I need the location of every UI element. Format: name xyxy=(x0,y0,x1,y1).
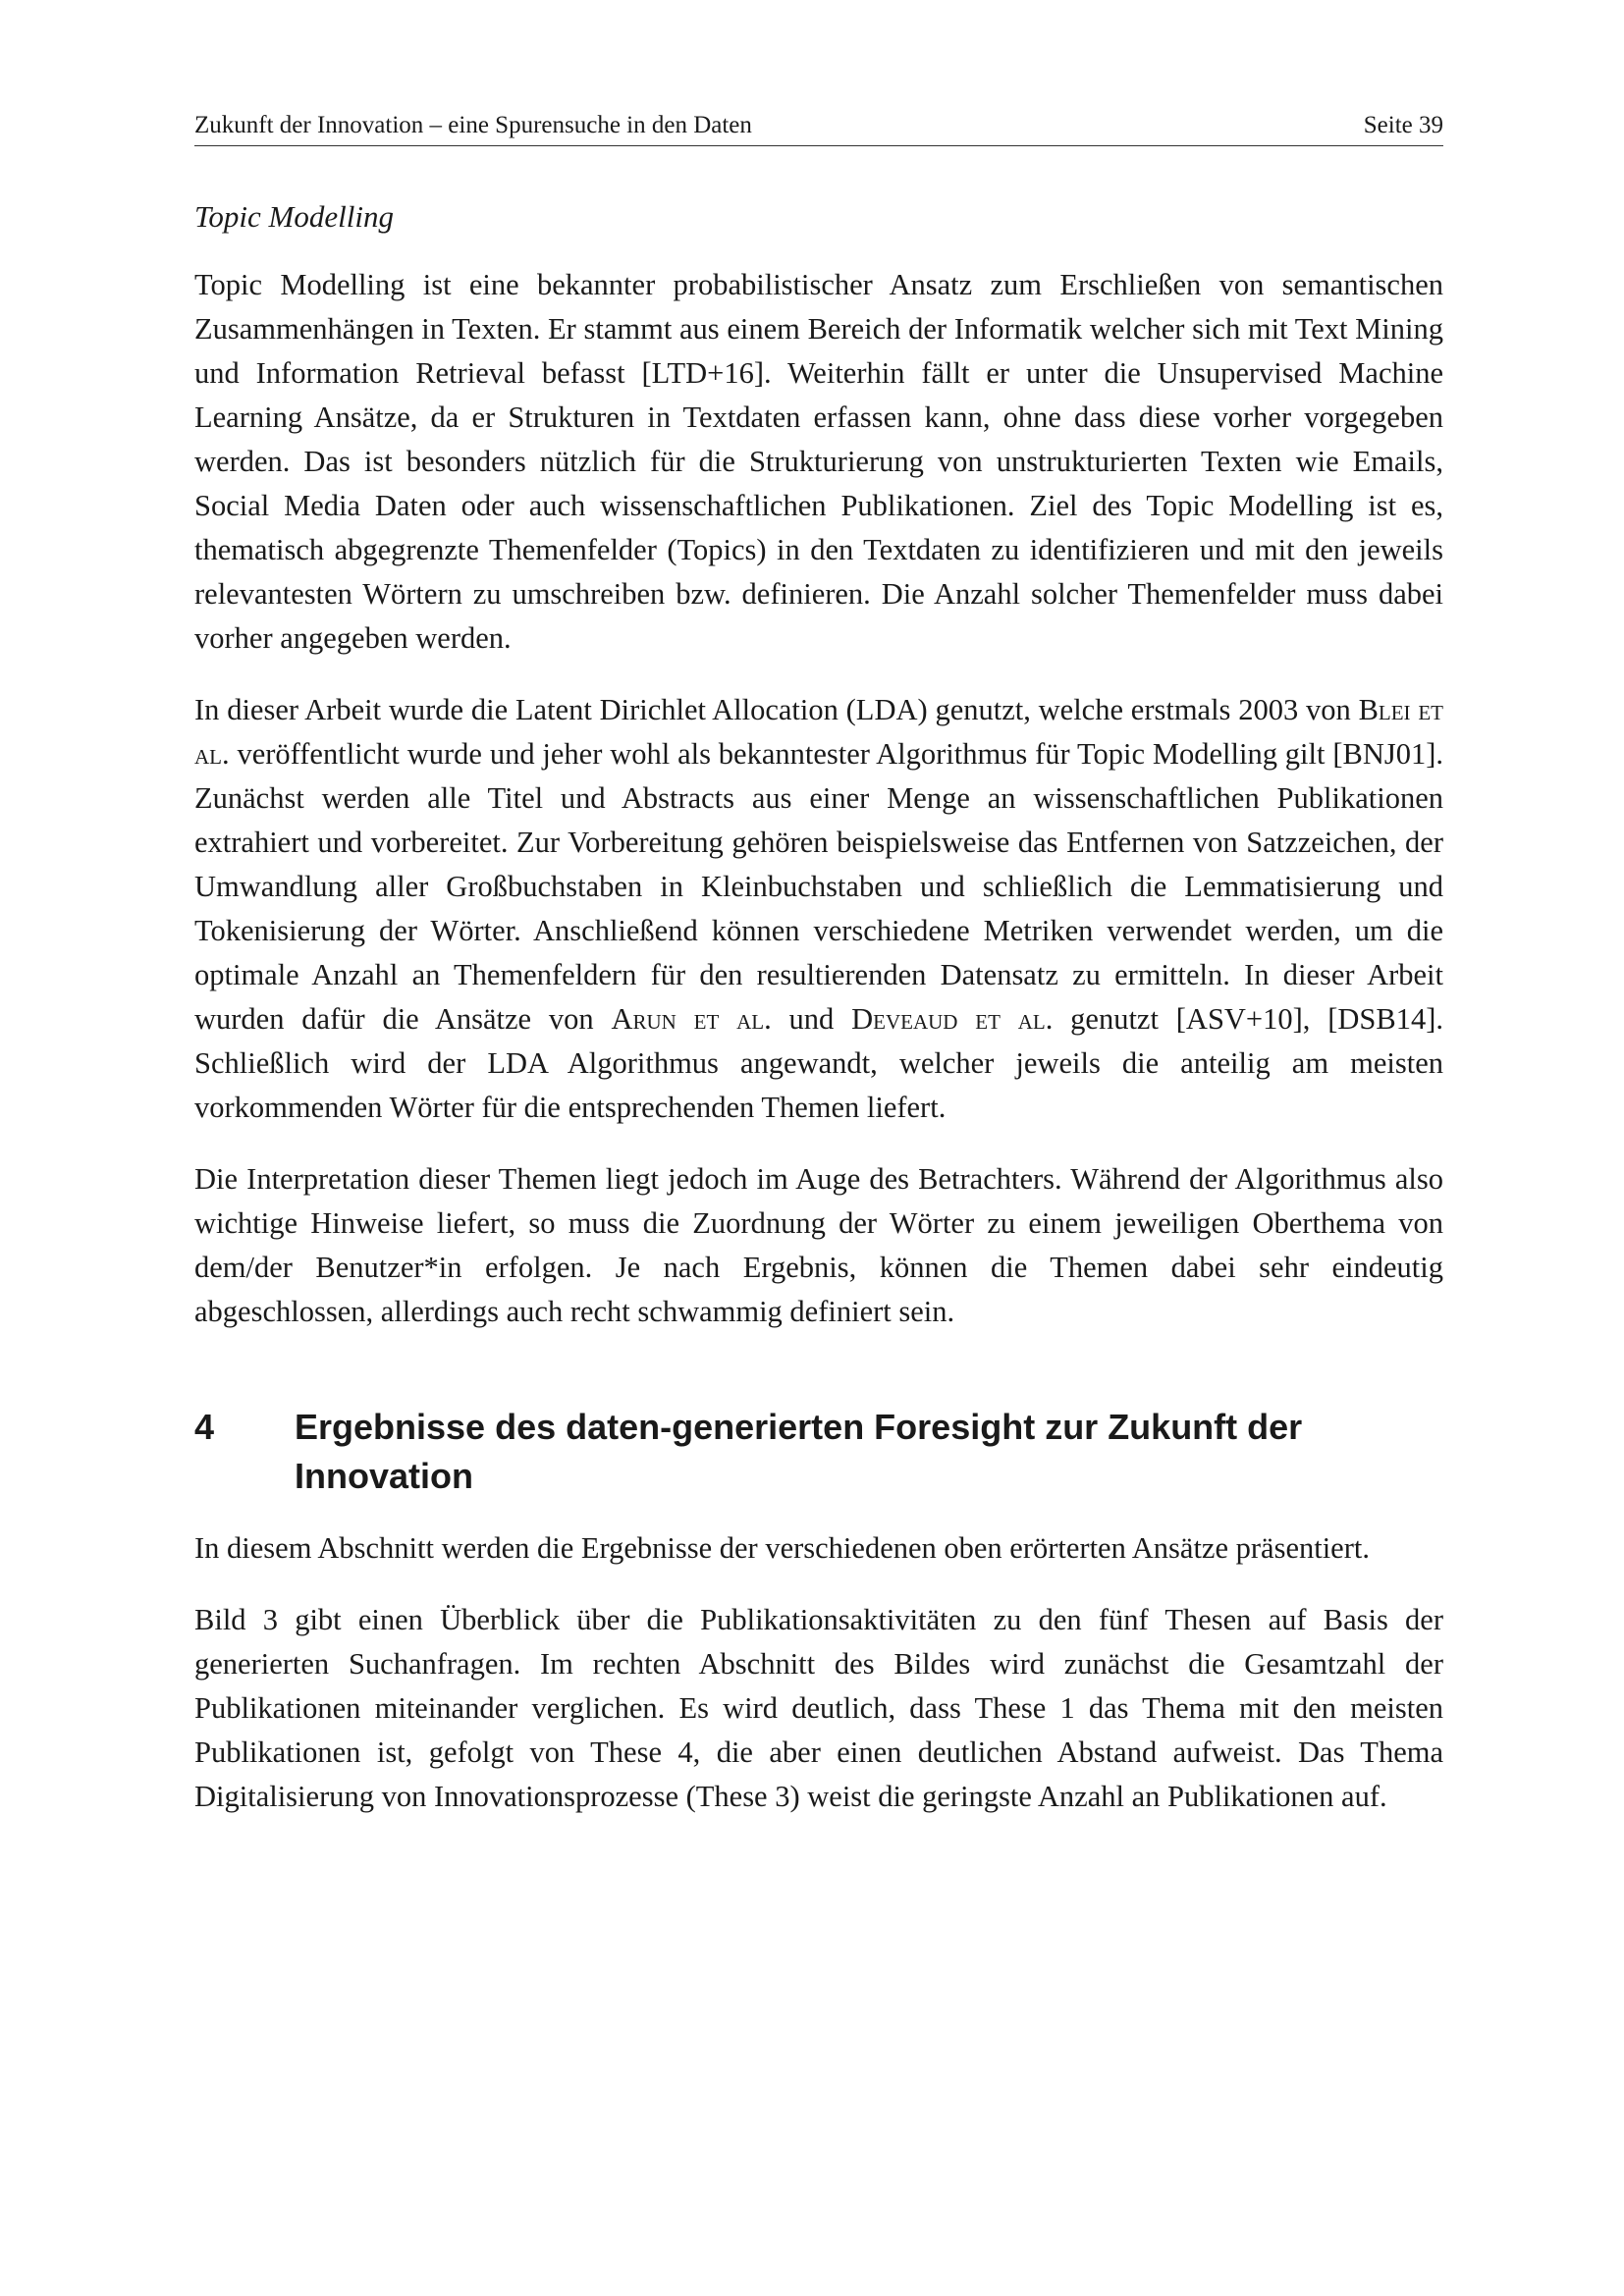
section-number: 4 xyxy=(194,1407,215,1447)
paragraph-interpretation: Die Interpretation dieser Themen liegt jedoch im Auge des Betrachters. Während der Algorithmus also wichtige Hinweise liefert, so muss die Zuordnung der Wörter zu einem jeweiligen Oberthema von dem/der Benutzer*in erfolgen. Je nach Ergebnis, können die Themen dabei sehr eindeutig abgeschlossen, allerdings auch recht schwammig definiert sein. xyxy=(194,1162,1443,1328)
paragraph-topic-modelling-intro: Topic Modelling ist eine bekannter probabilistischer Ansatz zum Erschließen von semantischen Zusammenhängen in Texten. Er stammt aus einem Bereich der Informatik welcher sich mit Text Mining und Information Retrieval befasst [LTD+16]. Weiterhin fällt er unter die Unsupervised Machine Learning Ansätze, da er Strukturen in Textdaten erfassen kann, ohne dass diese vorher vorgegeben werden. Das ist besonders nützlich für die Strukturierung von unstrukturierten Texten wie Emails, Social Media Daten oder auch wissenschaftlichen Publikationen. Ziel des Topic Modelling ist es, thematisch abgegrenzte Themenfelder (Topics) in den Textdaten zu identifizieren und mit den jeweils relevantesten Wörtern zu umschreiben bzw. definieren. Die Anzahl solcher Themenfelder muss dabei vorher angegeben werden. xyxy=(194,268,1443,655)
author-arun: Arun et al. xyxy=(611,1002,772,1036)
paragraph-section-intro: In diesem Abschnitt werden die Ergebnisse der verschiedenen oben erörterten Ansätze präsentiert. xyxy=(194,1531,1370,1565)
paragraph-lda-text-1: In dieser Arbeit wurde die Latent Dirichlet Allocation (LDA) genutzt, welche erstmals 2003 von xyxy=(194,693,1359,726)
author-deveaud: Deveaud et al. xyxy=(851,1002,1054,1036)
header-title: Zukunft der Innovation – eine Spurensuche in den Daten xyxy=(194,112,752,138)
section-title: Ergebnisse des daten-generierten Foresight zur Zukunft der Innovation xyxy=(295,1407,1303,1496)
paragraph-lda-text-2: veröffentlicht wurde und jeher wohl als bekanntester Algorithmus für Topic Modelling gilt [BNJ01]. Zunächst werden alle Titel und Abstracts aus einer Menge an wissenschaftlichen Publikationen extrahiert und vorbereitet. Zur Vorbereitung gehören beispielsweise das Entfernen von Satzzeichen, der Umwandlung aller Großbuchstaben in Kleinbuchstaben und schließlich die Lemmatisierung und Tokenisierung der Wörter. Anschließend können verschiedene Metriken verwendet werden, um die optimale Anzahl an Themenfeldern für den resultierenden Datensatz zu ermitteln. In dieser Arbeit wurden dafür die Ansätze von xyxy=(194,737,1443,1036)
section-heading xyxy=(194,1403,1443,1501)
page-number: Seite 39 xyxy=(1363,112,1443,138)
paragraph-bild-3: Bild 3 gibt einen Überblick über die Publikationsaktivitäten zu den fünf Thesen auf Basis der generierten Suchanfragen. Im rechten Abschnitt des Bildes wird zunächst die Gesamtzahl der Publikationen miteinander verglichen. Es wird deutlich, dass These 1 das Thema mit den meisten Publikationen ist, gefolgt von These 4, die aber einen deutlichen Abstand aufweist. Das Thema Digitalisierung von Innovationsprozesse (These 3) weist die geringste Anzahl an Publikationen auf. xyxy=(194,1603,1443,1813)
subsection-title: Topic Modelling xyxy=(194,199,394,234)
paragraph-lda xyxy=(194,688,1443,1130)
page-content xyxy=(194,196,1443,1846)
paragraph-lda-text-4: genutzt [ASV+10], [DSB14]. Schließlich wird der LDA Algorithmus angewandt, welcher jeweils die anteilig am meisten vorkommenden Wörter für die entsprechenden Themen liefert. xyxy=(194,1002,1443,1124)
running-header xyxy=(194,110,1443,146)
paragraph-lda-text-3: und xyxy=(771,1002,852,1036)
author-blei: Blei et al. xyxy=(194,693,1444,771)
